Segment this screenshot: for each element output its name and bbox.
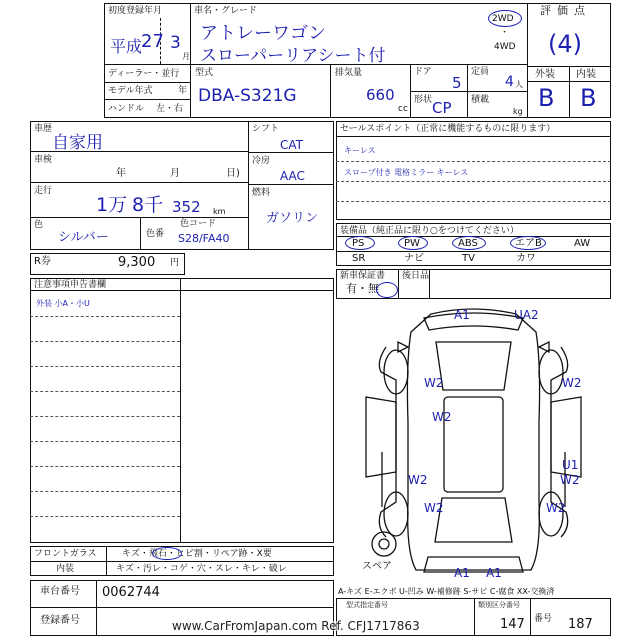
grade: スローパーリアシート付 (200, 46, 386, 66)
equip-sr: SR (352, 253, 366, 264)
fuel: ガソリン (266, 211, 319, 226)
recycle-unit: 円 (170, 258, 180, 268)
damage-mark-left-rear-wheel: W2 (424, 501, 444, 515)
reg-year: 27 (141, 31, 164, 52)
reg-month: 3 (170, 33, 181, 53)
damage-mark-right-rear-fender: W2 (560, 473, 580, 487)
spare-label: スペア (362, 561, 392, 572)
damage-mark-front-left: A1 (454, 308, 470, 322)
equip-pw: PW (404, 238, 420, 249)
dealer-label: ディーラー・並行 (108, 69, 180, 79)
equip-airbag: エアB (515, 238, 542, 249)
capacity-unit: 人 (515, 80, 523, 89)
notes-entry: 外装 小A・小U (36, 299, 90, 308)
exterior-grade: B (538, 84, 555, 112)
usage-label: 車歴 (34, 124, 53, 134)
displacement-unit: cc (398, 104, 408, 114)
notes-title: 注意事項申告書欄 (34, 280, 107, 290)
drive-sep: ・ (500, 28, 510, 38)
watermark: www.CarFromJapan.com Ref. CFJ1717863 (172, 619, 420, 633)
chassis-number: 0062744 (102, 585, 160, 600)
equip-airbag-circle (510, 236, 546, 250)
mileage-label: 走行 (34, 186, 53, 196)
color-code-label-1: 色番 (146, 229, 165, 239)
reg-label: 登録番号 (40, 615, 80, 626)
equip-abs: ABS (458, 238, 478, 249)
warranty-label: 新車保証書 (340, 271, 386, 281)
exterior-label: 外装 (535, 69, 555, 80)
damage-mark-right-rear-wheel: W2 (546, 501, 566, 515)
equip-pw-circle (398, 236, 428, 250)
score: (4) (548, 30, 582, 58)
car-name: アトレーワゴン (200, 23, 326, 44)
shape-label: 形状 (414, 95, 433, 105)
inspection-label: 車検 (34, 155, 53, 165)
drive-4wd: 4WD (494, 42, 516, 52)
damage-mark-left-slide-door: W2 (432, 410, 452, 424)
drive-2wd: 2WD (492, 14, 514, 24)
chassis-label: 車台番号 (40, 586, 80, 597)
record-frame (398, 269, 611, 299)
serial-value: 187 (568, 617, 593, 632)
model-year-label: モデル年式 (108, 86, 153, 96)
damage-mark-right-front-door: W2 (562, 376, 582, 390)
doors: 5 (452, 74, 462, 92)
color-code: S28/FA40 (178, 232, 230, 245)
color-code-label-2: 色コード (180, 219, 217, 229)
aircon: AAC (280, 169, 305, 183)
interior-options: キズ・汚レ・コゲ・穴・スレ・キレ・破レ (116, 564, 287, 574)
inspection-month: 月 (170, 168, 180, 179)
door-label: ドア (414, 67, 432, 77)
mileage-rest: 352 (172, 198, 201, 216)
model-type: DBA-S321G (198, 86, 297, 106)
era: 平成 (110, 37, 143, 56)
shift-label: シフト (252, 124, 280, 134)
fuel-label: 燃料 (252, 188, 271, 198)
damage-mark-left-rear-fender: W2 (408, 473, 428, 487)
handle-values: 左・右 (156, 104, 184, 114)
warranty-values: 有・無 (346, 282, 379, 295)
recycle-label: R券 (34, 256, 51, 267)
month-unit: 月 (182, 52, 190, 61)
inspection-day: 日) (226, 168, 240, 179)
recycle-amount: 9,300 (118, 255, 156, 270)
capacity-label: 定員 (471, 67, 490, 77)
damage-legend: A-キズ E-エクボ U-凹み W-補修跡 S-サビ C-腐食 XX-交換済 (338, 587, 555, 596)
mileage-sen: 8千 (132, 194, 164, 216)
car-name-label: 車名・グレード (194, 6, 258, 16)
damage-mark-left-front-door: W2 (424, 376, 444, 390)
front-glass-options: キズ・飛石・ヒビ割・リペア跡・X要 (122, 549, 272, 559)
damage-mark-right-slide-door: U1 (562, 458, 579, 472)
usage: 自家用 (52, 133, 103, 153)
displacement-label: 排気量 (335, 68, 363, 78)
equip-leather: カワ (516, 253, 536, 264)
serial-label: 番号 (534, 614, 553, 624)
damage-mark-rear-right: A1 (486, 566, 502, 580)
damage-mark-rear-left: A1 (454, 566, 470, 580)
first-reg-label: 初度登録年月 (108, 6, 163, 16)
color: シルバー (58, 230, 109, 245)
sales-item-2: スロープ付き 電格ミラー キーレス (344, 168, 469, 177)
load-unit: kg (513, 107, 523, 116)
sales-item-1: キーレス (344, 146, 376, 155)
damage-mark-front-right: UA2 (514, 308, 539, 322)
type-spec-label: 型式指定番号 (346, 601, 388, 609)
sales-title: セールスポイント（正常に機能するものに限ります） (340, 124, 556, 134)
warranty-selected-circle (376, 282, 398, 298)
inspection-year: 年 (116, 168, 126, 179)
equip-abs-circle (452, 236, 486, 250)
class-value: 147 (500, 617, 525, 632)
model-year-unit: 年 (178, 86, 188, 96)
interior-label-2: 内装 (56, 564, 75, 574)
mileage-unit: km (213, 207, 226, 216)
front-glass-label: フロントガラス (34, 549, 97, 559)
equip-navi: ナビ (404, 253, 424, 264)
equipment-title: 装備品（純正品に限り○をつけてください） (340, 226, 519, 236)
shift: CAT (280, 138, 303, 152)
aircon-label: 冷房 (252, 156, 271, 166)
displacement: 660 (366, 86, 395, 104)
front-glass-selected-circle (152, 547, 182, 560)
load-label: 積載 (471, 95, 490, 105)
capacity: 4 (505, 74, 514, 90)
equip-tv: TV (462, 253, 475, 264)
shape: CP (432, 99, 452, 117)
notes-frame (30, 278, 334, 543)
mileage-man: 1万 (96, 194, 128, 216)
score-label: 評価点 (540, 4, 591, 17)
interior-grade: B (580, 84, 597, 112)
record-label: 後日品 (402, 271, 430, 281)
handle-label: ハンドル (108, 104, 145, 114)
recycle-frame (30, 253, 185, 275)
color-label: 色 (34, 220, 44, 230)
type-label: 型式 (195, 68, 214, 78)
equip-ps: PS (352, 238, 365, 249)
car-diagram (336, 302, 611, 584)
equip-aw: AW (574, 238, 591, 249)
class-label: 類別区分番号 (478, 601, 520, 609)
interior-label: 内装 (576, 69, 596, 80)
equip-ps-circle (345, 236, 375, 250)
